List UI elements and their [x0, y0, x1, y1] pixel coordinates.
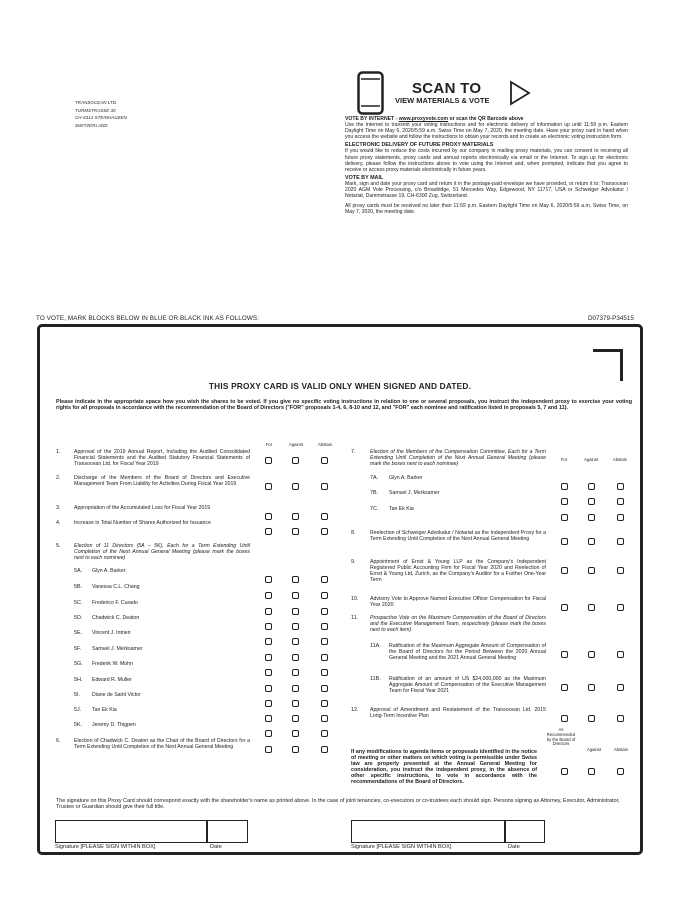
proposal-number: 12.: [351, 707, 359, 713]
for-checkbox[interactable]: [265, 457, 272, 464]
against-checkbox[interactable]: [292, 654, 299, 661]
proposal-text: Tan Ek Kia: [389, 506, 414, 512]
for-checkbox[interactable]: [265, 623, 272, 630]
abstain-checkbox[interactable]: [617, 514, 624, 521]
col-for-label: For: [560, 457, 568, 462]
mail-heading: VOTE BY MAIL: [345, 174, 384, 181]
proposal-number: 5.: [56, 543, 61, 549]
proposal-text: Frederik W. Mohn: [92, 661, 133, 667]
proposal-text: Ratification of an amount of US $24,000,000 as the Maximum Aggregate Amount of Compensation of the Executive Management Team for Fiscal Year 2021: [389, 676, 546, 694]
for-checkbox[interactable]: [265, 715, 272, 722]
against-checkbox[interactable]: [292, 483, 299, 490]
for-checkbox[interactable]: [265, 576, 272, 583]
proposal-number: 11A.: [370, 643, 381, 649]
abstain-checkbox[interactable]: [321, 654, 328, 661]
against-checkbox[interactable]: [292, 528, 299, 535]
against-checkbox[interactable]: [292, 576, 299, 583]
against-checkbox[interactable]: [292, 685, 299, 692]
modifications-text: If any modifications to agenda items or proposals identified in the notice of meeting or other matters on which voting is permissible under Swiss law are properly presented at the Annual General Meeting for consideration, you instruct the independent proxy, in the absence of other specific instructions, to vote in accordance with the recommendations of the Board of Directors.: [351, 749, 538, 786]
abstain-checkbox[interactable]: [321, 746, 328, 753]
address-line: TRANSOCEAN LTD.: [75, 100, 118, 105]
proposal-text: Glyn A. Barker: [92, 568, 126, 574]
proposal-text: Discharge of the Members of the Board of Directors and Executive Management Team From Liability for Activities During Fiscal Year 2019: [74, 475, 250, 487]
against-checkbox[interactable]: [292, 457, 299, 464]
abstain-checkbox[interactable]: [617, 567, 624, 574]
abstain-checkbox[interactable]: [321, 528, 328, 535]
address-line: TURMSTRASSE 30: [75, 107, 116, 113]
proposal-number: 1.: [56, 449, 61, 455]
for-checkbox[interactable]: [265, 608, 272, 615]
address-line: CH-6312 STEINHAUSEN: [75, 115, 127, 121]
proposal-text: Approval of Amendment and Restatement of the Transocean Ltd. 2015 Long-Term Incentive Plan: [370, 707, 546, 719]
for-checkbox[interactable]: [561, 538, 568, 545]
for-checkbox[interactable]: [265, 513, 272, 520]
against-checkbox[interactable]: [292, 746, 299, 753]
voting-instructions: [345, 116, 628, 217]
proposal-text: Approval of the 2019 Annual Report, Including the Audited Consolidated Financial Statements and the Audited Statutory Financial Statements of Transocean Ltd. for Fiscal Year 2019: [74, 449, 250, 467]
abstain-checkbox[interactable]: [321, 576, 328, 583]
proposal-number: 5D.: [74, 615, 83, 621]
signature-label: Signature [PLEASE SIGN WITHIN BOX]: [351, 844, 452, 850]
for-checkbox[interactable]: [561, 483, 568, 490]
proposal-number: 11.: [351, 615, 359, 621]
proposal-number: 6.: [56, 738, 61, 744]
signature-label: Signature [PLEASE SIGN WITHIN BOX]: [55, 844, 156, 850]
col-against-label: Against: [289, 442, 303, 447]
proposal-text: Election of the Members of the Compensation Committee, Each for a Term Extending Until Completion of the Next Annual General Meeting (please mark the boxes next to each nominee): [370, 449, 546, 467]
proposal-text: Prospective Vote on the Maximum Compensation of the Board of Directors and the Executive Management Team, respectively (please mark the boxes next to each item): [370, 615, 546, 633]
against-checkbox[interactable]: [292, 623, 299, 630]
proposal-number: 8.: [351, 530, 356, 536]
against-checkbox[interactable]: [588, 567, 595, 574]
abstain-checkbox[interactable]: [617, 715, 624, 722]
against-checkbox[interactable]: [588, 498, 595, 505]
signature-box[interactable]: [55, 820, 207, 843]
company-address: [75, 99, 127, 129]
abstain-checkbox[interactable]: [617, 604, 624, 611]
electronic-heading: ELECTRONIC DELIVERY OF FUTURE PROXY MATERIALS: [345, 142, 494, 149]
for-checkbox[interactable]: [561, 498, 568, 505]
proposal-text: Appropriation of the Accumulated Loss for Fiscal Year 2019: [74, 505, 211, 511]
abstain-checkbox[interactable]: [321, 483, 328, 490]
col-abstain-label: Abstain: [613, 457, 627, 462]
abstain-checkbox[interactable]: [321, 685, 328, 692]
abstain-checkbox[interactable]: [321, 715, 328, 722]
abstain-checkbox[interactable]: [321, 623, 328, 630]
against-checkbox[interactable]: [292, 638, 299, 645]
corner-mark: [593, 349, 623, 381]
abstain-checkbox[interactable]: [321, 513, 328, 520]
proposal-text: Ratification of the Maximum Aggregate Amount of Compensation of the Board of Directors for the Period Between the 2020 Annual General Meeting and the 2021 Annual General Meeting: [389, 643, 546, 661]
against-checkbox[interactable]: [588, 651, 595, 658]
for-checkbox[interactable]: [561, 514, 568, 521]
for-checkbox[interactable]: [265, 685, 272, 692]
col-recommended-label: As Recommended by the Board of Directors: [546, 727, 576, 747]
signature-note: The signature on this Proxy Card should correspond exactly with the shareholder's name as printed above. In the case of joint tenancies, co-executors or co-trustees each should sign. Persons signing as Attorney, Executor, Administrator, Trustee or Guardian should give their full title.: [56, 798, 620, 811]
control-number: D07379-P34515: [588, 315, 634, 322]
proposal-number: 7.: [351, 449, 356, 455]
proposal-number: 5I.: [74, 692, 80, 698]
mail-text: Mark, sign and date your proxy card and return it in the postage-paid envelope we have provided, or return it to: Transocean 2020 AGM Vote Processing, c/o Broadridge, 51 Mercedes Way, Edgewood, NY 11717, USA or Schweiger Advokatur / Notariat, Dammstrasse 19, CH-6300 Zug, Switzerland.: [345, 180, 628, 200]
proposal-number: 7C.: [370, 506, 379, 512]
proposal-text: Glyn A. Barker: [389, 475, 423, 481]
proposal-number: 5A.: [74, 568, 83, 574]
signature-box[interactable]: [351, 820, 505, 843]
abstain-checkbox[interactable]: [321, 592, 328, 599]
for-checkbox[interactable]: [561, 567, 568, 574]
date-box[interactable]: [505, 820, 545, 843]
proposal-text: Vincent J. Intrieri: [92, 630, 131, 636]
abstain-checkbox[interactable]: [617, 538, 624, 545]
abstain-checkbox[interactable]: [617, 483, 624, 490]
abstain-checkbox[interactable]: [617, 651, 624, 658]
for-checkbox[interactable]: [265, 528, 272, 535]
proposal-number: 5F.: [74, 646, 82, 652]
date-label: Date: [508, 844, 520, 850]
col-against-label: Against: [584, 457, 598, 462]
abstain-checkbox[interactable]: [321, 638, 328, 645]
for-checkbox[interactable]: [265, 730, 272, 737]
for-checkbox[interactable]: [265, 638, 272, 645]
recommended-checkbox[interactable]: [561, 768, 568, 775]
for-checkbox[interactable]: [561, 684, 568, 691]
proxyvote-link[interactable]: www.proxyvote.com: [398, 116, 449, 122]
against-checkbox[interactable]: [588, 715, 595, 722]
col-abstain-label: Abstain: [614, 747, 628, 752]
proposal-text: Reelection of Schweiger Advokatur / Notariat as the Independent Proxy for a Term Extending Until Completion of the Next Annual General Meeting: [370, 530, 546, 542]
for-checkbox[interactable]: [265, 700, 272, 707]
against-checkbox[interactable]: [292, 730, 299, 737]
proposal-text: Advisory Vote to Approve Named Executive Officer Compensation for Fiscal Year 2020: [370, 596, 546, 608]
for-checkbox[interactable]: [265, 483, 272, 490]
against-checkbox[interactable]: [588, 538, 595, 545]
abstain-checkbox[interactable]: [321, 608, 328, 615]
proposal-number: 7B.: [370, 490, 379, 496]
proposal-number: 7A.: [370, 475, 379, 481]
col-abstain-label: Abstain: [318, 442, 332, 447]
proposal-number: 5E.: [74, 630, 83, 636]
proposal-number: 5G.: [74, 661, 83, 667]
proposal-text: Increase in Total Number of Shares Authorized for Issuance: [74, 520, 211, 526]
abstain-checkbox[interactable]: [617, 684, 624, 691]
date-label: Date: [210, 844, 222, 850]
for-checkbox[interactable]: [265, 654, 272, 661]
against-checkbox[interactable]: [588, 514, 595, 521]
deadline-text: All proxy cards must be received no later than 11:59 p.m. Eastern Daylight Time on May 6, 2020/5:59 a.m. Swiss Time, on May 7, 2020, the meeting date.: [345, 203, 628, 216]
abstain-checkbox[interactable]: [617, 498, 624, 505]
against-checkbox[interactable]: [588, 684, 595, 691]
date-box[interactable]: [207, 820, 248, 843]
against-checkbox[interactable]: [292, 669, 299, 676]
proposal-number: 4.: [56, 520, 61, 526]
proposal-text: Frederico F. Curado: [92, 600, 138, 606]
col-against-label: Against: [587, 747, 601, 752]
card-title: THIS PROXY CARD IS VALID ONLY WHEN SIGNED AND DATED.: [208, 381, 472, 391]
abstain-checkbox[interactable]: [617, 768, 624, 775]
abstain-checkbox[interactable]: [321, 457, 328, 464]
against-checkbox[interactable]: [588, 768, 595, 775]
proposal-text: Election of 11 Directors (5A – 5K), Each for a Term Extending Until Completion of the Next Annual General Meeting (please mark the boxes next to each nominee): [74, 543, 250, 561]
col-for-label: For: [265, 442, 273, 447]
against-checkbox[interactable]: [588, 483, 595, 490]
internet-text: Use the Internet to transmit your voting instructions and for electronic delivery of information up until 11:59 p.m. Eastern Daylight Time on May 6, 2020/5:59 a.m. Swiss Time on May 7, 2020, the meeting date. Have your proxy card in hand when you access the website and follow the instructions to obtain your records and to create an electronic voting instruction form.: [345, 122, 628, 141]
proposal-text: Jeremy D. Thigpen: [92, 722, 136, 728]
proposal-text: Election of Chadwick C. Deaton as the Chair of the Board of Directors for a Term Extending Until Completion of the Next Annual General Meeting: [74, 738, 250, 750]
proposal-text: Samuel J. Merksamer: [389, 490, 440, 496]
proposal-text: Vanessa C.L. Chang: [92, 584, 140, 590]
scan-title: SCAN TO: [412, 80, 482, 97]
proposal-number: 5C.: [74, 600, 83, 606]
proposal-text: Samuel J. Merksamer: [92, 646, 143, 652]
abstain-checkbox[interactable]: [321, 730, 328, 737]
for-checkbox[interactable]: [561, 604, 568, 611]
play-arrow-icon: [509, 80, 531, 106]
for-checkbox[interactable]: [561, 715, 568, 722]
proposal-number: 9.: [351, 559, 356, 565]
for-checkbox[interactable]: [265, 746, 272, 753]
abstain-checkbox[interactable]: [321, 669, 328, 676]
proposal-number: 10.: [351, 596, 359, 602]
mark-instruction: TO VOTE, MARK BLOCKS BELOW IN BLUE OR BLACK INK AS FOLLOWS:: [36, 315, 260, 322]
proposal-text: Chadwick C. Deaton: [92, 615, 140, 621]
against-checkbox[interactable]: [292, 513, 299, 520]
internet-heading: VOTE BY INTERNET - www.proxyvote.com or scan the QR Barcode above: [345, 116, 524, 122]
against-checkbox[interactable]: [292, 700, 299, 707]
for-checkbox[interactable]: [265, 592, 272, 599]
proposal-text: Diane de Saint Victor: [92, 692, 141, 698]
against-checkbox[interactable]: [292, 592, 299, 599]
against-checkbox[interactable]: [292, 608, 299, 615]
address-line: SWITZERLAND: [75, 122, 108, 128]
smartphone-icon: [357, 71, 384, 115]
proposal-number: 5K.: [74, 722, 83, 728]
proposal-number: 2.: [56, 475, 61, 481]
abstain-checkbox[interactable]: [321, 700, 328, 707]
for-checkbox[interactable]: [265, 669, 272, 676]
against-checkbox[interactable]: [588, 604, 595, 611]
proposal-number: 5J.: [74, 707, 82, 713]
proposal-text: Appointment of Ernst & Young LLP as the Company's Independent Registered Public Accounting Firm for Fiscal Year 2020 and Reelection of Ernst & Young Ltd, Zurich, as the Company's Auditor for a Further One-Year Term: [370, 559, 546, 583]
proposal-number: 5B.: [74, 584, 83, 590]
proposal-text: Tan Ek Kia: [92, 707, 117, 713]
scan-subtitle: VIEW MATERIALS & VOTE: [395, 96, 490, 105]
proposal-text: Edward R. Muller: [92, 677, 132, 683]
for-checkbox[interactable]: [561, 651, 568, 658]
proposal-number: 5H.: [74, 677, 83, 683]
proposal-number: 3.: [56, 505, 61, 511]
card-instructions: Please indicate in the appropriate space how you wish the shares to be voted. If you give no specific voting instructions in relation to one or several proposals, you instruct the independent proxy to exercise your voting rights for all proposals in accordance with the recommendation of the Board of Directors ("FOR" proposals 1-4, 6, 8-10 and 12, and "FOR" each nominee and ratification listed in proposals 5, 7 and 11).: [56, 399, 632, 412]
electronic-text: If you would like to reduce the costs incurred by our company in mailing proxy materials, you can consent to receiving all future proxy statements, proxy cards and annual reports electronically via email or the Internet. To sign up for electronic delivery, please follow the instructions above to vote using the Internet and, when prompted, indicate that you agree to receive or access proxy materials electronically in future years.: [345, 148, 628, 173]
against-checkbox[interactable]: [292, 715, 299, 722]
proposal-number: 11B.: [370, 676, 381, 682]
